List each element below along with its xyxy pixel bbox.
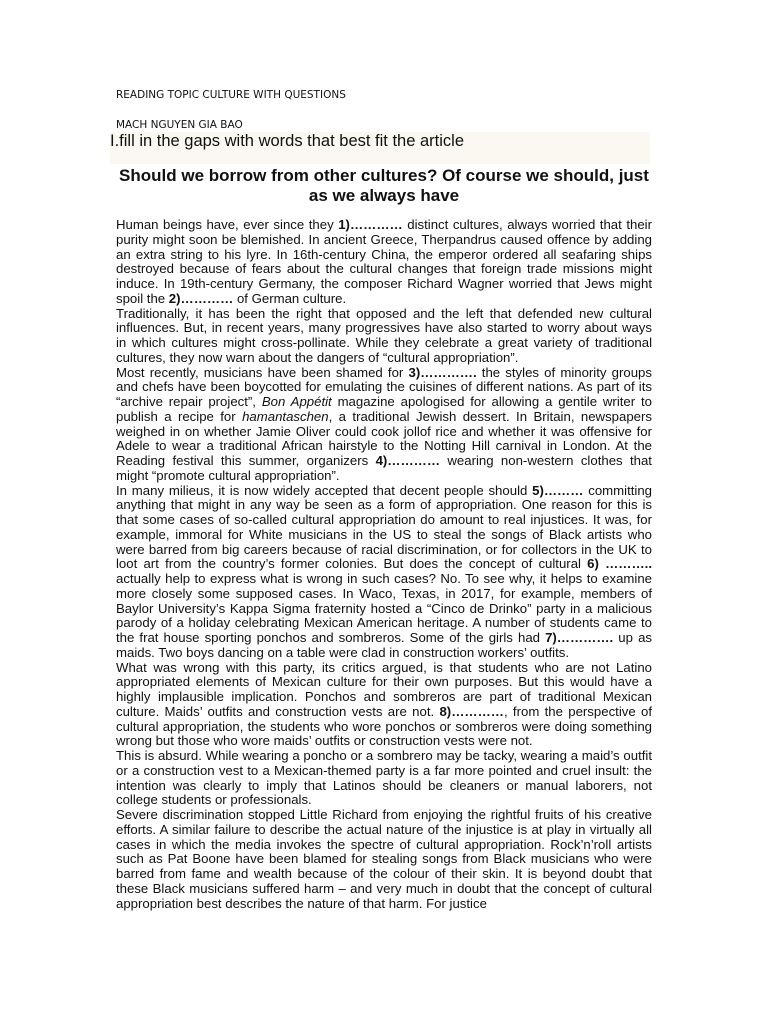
paragraph-text: of German culture. <box>233 290 347 306</box>
author-name: MACH NGUYEN GIA BAO <box>116 119 243 131</box>
paragraph-text: wearing non-western clothes that might “promote cultural appropriation”. <box>116 453 652 483</box>
paragraph-text: Most recently, musicians have been shamed for <box>116 364 409 380</box>
gap-blank: 6) ……….. <box>587 556 652 572</box>
paragraph-text: Human beings have, ever since they <box>116 217 339 232</box>
article-title: Should we borrow from other cultures? Of course we should, just as we always have <box>119 166 649 205</box>
gap-blank: 8)………… <box>439 703 504 719</box>
article-paragraph <box>116 808 652 911</box>
article-paragraph <box>116 218 652 307</box>
exercise-instruction: I.fill in the gaps with words that best fit the article <box>110 132 650 164</box>
article-body <box>116 218 652 911</box>
gap-blank: 5)……… <box>532 482 584 498</box>
paragraph-text: magazine apologised for allowing a gentile writer to publish a recipe for <box>116 394 652 424</box>
paragraph-text: Severe discrimination stopped Little Richard from enjoying the rightful fruits of his creative efforts. A similar failure to describe the actual nature of the injustice is at play in virtually all cases in which the media invokes the spectre of cultural appropriation. Rock’n’roll artists such as Pat Boone have been blamed for stealing songs from Black musicians who were barred from fame and wealth because of the colour of their skin. It is beyond doubt that these Black musicians suffered harm – and very much in doubt that the concept of cultural appropriation best describes the nature of that harm. For justice <box>116 807 652 911</box>
gap-blank: 3)…………. <box>408 364 477 380</box>
paragraph-text: actually help to express what is wrong in such cases? No. To see why, it helps to examine more closely some supposed cases. In Waco, Texas, in 2017, for example, members of Baylor University’s Kappa Sigma fraternity hosted a “Cinco de Drinko” party in a malicious parody of a holiday celebrating Mexican American heritage. A number of students came to the frat house sporting ponchos and sombreros. Some of the girls had <box>116 571 652 645</box>
article-paragraph <box>116 484 652 661</box>
article-paragraph <box>116 749 652 808</box>
paragraph-text: , a traditional Jewish dessert. In Britain, newspapers weighed in on whether Jamie Oliver could cook jollof rice and whether it was offensive for Adele to wear a traditional African hairstyle to the Notting Hill carnival in London. At the Reading festival this summer, organizers <box>116 408 652 468</box>
paragraph-text: distinct cultures, always worried that their purity might soon be blemished. In ancient Greece, Therpandrus caused offence by adding an extra string to his lyre. In 16th-century China, the emperor ordered all seafaring ships destroyed because of fears about the cultural changes that foreign trade missions might induce. In 19th-century Germany, the composer Richard Wagner worried that Jews might spoil the <box>116 217 652 306</box>
gap-blank: 2)………… <box>168 290 234 306</box>
italic-text: hamantaschen <box>242 408 329 424</box>
paragraph-text: What was wrong with this party, its critics argued, is that students who are not Latino appropriated elements of Mexican culture for their own purposes. But this would have a highly implausible implication. Ponchos and sombreros are part of traditional Mexican culture. Maids’ outfits and construction vests are not. <box>116 659 652 719</box>
paragraph-text: committing anything that might in any way be seen as a form of appropriation. One reason for this is that some cases of so-called cultural appropriation do amount to real injustices. It was, for example, immoral for White musicians in the US to steal the songs of Black artists who were barred from big careers because of racial discrimination, or for collectors in the UK to loot art from the country’s former colonies. But does the concept of cultural <box>116 482 652 572</box>
gap-blank: 7)…………. <box>545 630 614 645</box>
document-header-title: READING TOPIC CULTURE WITH QUESTIONS <box>116 89 346 101</box>
gap-blank: 4)………… <box>375 453 441 468</box>
paragraph-text: This is absurd. While wearing a poncho or a sombrero may be tacky, wearing a maid’s outfit or a construction vest to a Mexican-themed party is a far more pointed and cruel insult: the intention was clearly to imply that Latinos should be cleaners or manual laborers, not college students or professionals. <box>116 748 652 808</box>
paragraph-text: In many milieus, it is now widely accepted that decent people should <box>116 482 533 498</box>
article-paragraph <box>116 366 652 484</box>
paragraph-text: , from the perspective of cultural appropriation, the students who wore ponchos or sombreros were doing something wrong but those who wore maids’ outfits or construction vests were not. <box>116 703 652 749</box>
italic-text: Bon Appétit <box>261 394 332 409</box>
paragraph-text: the styles of minority groups and chefs have been boycotted for emulating the cuisines of different nations. As part of its “archive repair project”, <box>116 364 652 409</box>
paragraph-text: up as maids. Two boys dancing on a table were clad in construction workers’ outfits. <box>116 630 652 660</box>
article-paragraph <box>116 661 652 750</box>
gap-blank: 1)………… <box>338 217 403 232</box>
paragraph-text: Traditionally, it has been the right that opposed and the left that defended new cultural influences. But, in recent years, many progressives have also started to worry about ways in which cultures might cross-pollinate. While they celebrate a great variety of traditional cultures, they now warn about the dangers of “cultural appropriation”. <box>116 305 652 365</box>
article-paragraph <box>116 307 652 366</box>
